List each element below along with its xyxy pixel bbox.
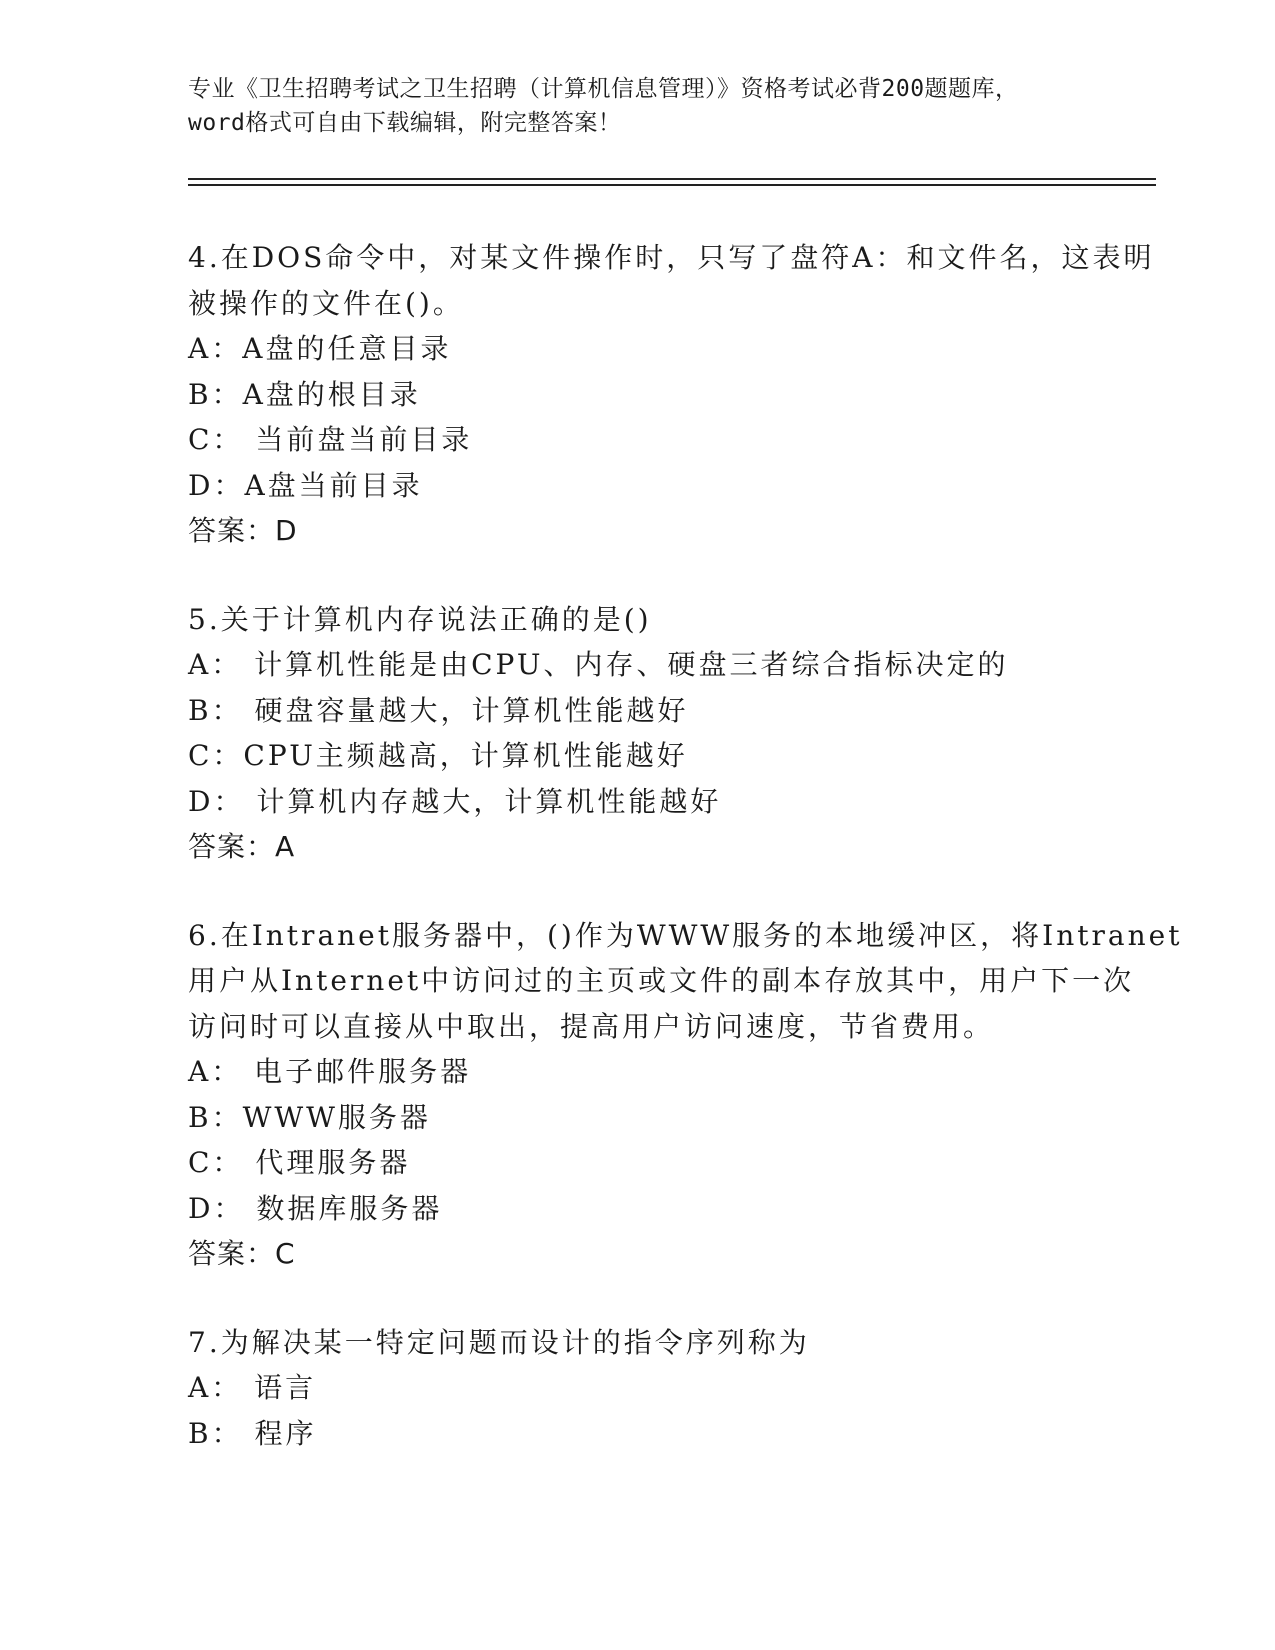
- option-a: A：A盘的任意目录: [188, 332, 452, 365]
- question-stem: 5.关于计算机内存说法正确的是(): [188, 602, 652, 636]
- option-b: B：A盘的根目录: [188, 377, 421, 411]
- answer: 答案：D: [188, 514, 298, 547]
- question-4: [188, 235, 1155, 554]
- option-a: A： 语言: [188, 1371, 317, 1404]
- option-b: B： 程序: [188, 1416, 317, 1450]
- question-6: [188, 913, 1183, 1277]
- option-d: D： 计算机内存越大，计算机性能越好: [188, 784, 722, 818]
- question-stem: 被操作的文件在()。: [188, 286, 464, 320]
- question-stem: 访问时可以直接从中取出，提高用户访问速度，节省费用。: [188, 1009, 995, 1043]
- option-a: A： 电子邮件服务器: [188, 1055, 472, 1088]
- option-a: A： 计算机性能是由CPU、内存、硬盘三者综合指标决定的: [188, 648, 1009, 681]
- header-line-1: 专业《卫生招聘考试之卫生招聘（计算机信息管理）》资格考试必背200题题库，: [188, 76, 1019, 102]
- option-c: C： 代理服务器: [188, 1146, 411, 1179]
- question-list: [188, 235, 1183, 1499]
- option-d: D：A盘当前目录: [188, 468, 423, 502]
- question-7: [188, 1320, 1088, 1457]
- question-5: [188, 597, 1088, 870]
- header-line-2: word格式可自由下载编辑，附完整答案！: [188, 110, 622, 136]
- question-stem: 4.在DOS命令中，对某文件操作时，只写了盘符A：和文件名，这表明: [188, 241, 1155, 274]
- option-b: B：WWW服务器: [188, 1100, 431, 1134]
- option-d: D： 数据库服务器: [188, 1191, 443, 1225]
- answer: 答案：C: [188, 1237, 296, 1270]
- question-stem: 6.在Intranet服务器中，()作为WWW服务的本地缓冲区，将Intranet: [188, 918, 1183, 952]
- question-stem: 7.为解决某一特定问题而设计的指令序列称为: [188, 1325, 810, 1359]
- option-c: C： 当前盘当前目录: [188, 423, 473, 456]
- option-c: C：CPU主频越高，计算机性能越好: [188, 739, 688, 772]
- answer: 答案：A: [188, 830, 296, 863]
- question-stem: 用户从Internet中访问过的主页或文件的副本存放其中，用户下一次: [188, 964, 1135, 997]
- document-header: [188, 72, 1088, 140]
- option-b: B： 硬盘容量越大，计算机性能越好: [188, 693, 689, 727]
- header-divider-bottom: [188, 184, 1156, 186]
- header-divider-top: [188, 178, 1156, 180]
